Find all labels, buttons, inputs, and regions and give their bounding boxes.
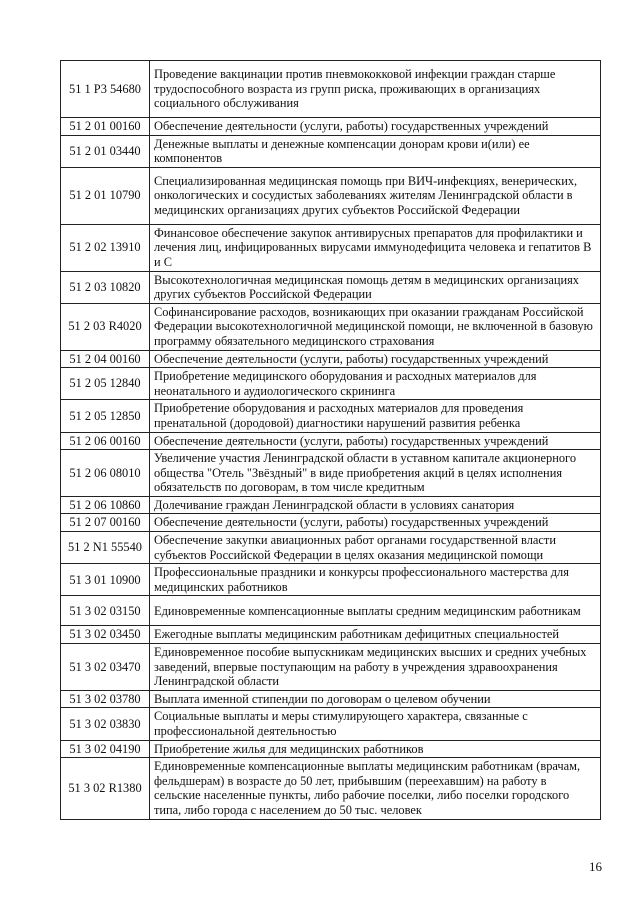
- table-body: [61, 61, 601, 820]
- description-cell: Приобретение оборудования и расходных материалов для проведения пренатальной (дородовой) диагностики нарушений развития ребенка: [150, 400, 601, 432]
- budget-code-cell: 51 2 01 10790: [61, 167, 150, 224]
- table-row: [61, 496, 601, 514]
- table-row: [61, 564, 601, 596]
- description-cell: Приобретение жилья для медицинских работников: [150, 740, 601, 758]
- description-cell: Высокотехнологичная медицинская помощь детям в медицинских организациях других субъектов Российской Федерации: [150, 271, 601, 303]
- budget-code-cell: 51 3 02 04190: [61, 740, 150, 758]
- description-cell: Обеспечение деятельности (услуги, работы) государственных учреждений: [150, 118, 601, 136]
- budget-code-cell: 51 2 03 R4020: [61, 303, 150, 350]
- table-row: [61, 514, 601, 532]
- budget-code-cell: 51 2 07 00160: [61, 514, 150, 532]
- table-row: [61, 758, 601, 819]
- budget-code-cell: 51 2 06 08010: [61, 450, 150, 497]
- budget-code-cell: 51 3 01 10900: [61, 564, 150, 596]
- description-cell: Профессиональные праздники и конкурсы профессионального мастерства для медицинских работников: [150, 564, 601, 596]
- description-cell: Обеспечение деятельности (услуги, работы) государственных учреждений: [150, 350, 601, 368]
- description-cell: Денежные выплаты и денежные компенсации донорам крови и(или) ее компонентов: [150, 135, 601, 167]
- budget-code-cell: 51 2 01 00160: [61, 118, 150, 136]
- table-row: [61, 61, 601, 118]
- budget-code-cell: 51 2 05 12840: [61, 368, 150, 400]
- table-row: [61, 118, 601, 136]
- description-cell: Проведение вакцинации против пневмококковой инфекции граждан старше трудоспособного возраста из групп риска, проживающих в организациях социального обслуживания: [150, 61, 601, 118]
- table-row: [61, 167, 601, 224]
- budget-code-cell: 51 3 02 03150: [61, 596, 150, 626]
- table-row: [61, 135, 601, 167]
- description-cell: Софинансирование расходов, возникающих при оказании гражданам Российской Федерации высокотехнологичной медицинской помощи, не включенной в базовую программу обязательного медицинского страхования: [150, 303, 601, 350]
- budget-code-cell: 51 2 06 10860: [61, 496, 150, 514]
- table-row: [61, 644, 601, 691]
- description-cell: Обеспечение деятельности (услуги, работы) государственных учреждений: [150, 432, 601, 450]
- table-row: [61, 224, 601, 271]
- description-cell: Обеспечение деятельности (услуги, работы) государственных учреждений: [150, 514, 601, 532]
- table-row: [61, 350, 601, 368]
- budget-code-cell: 51 2 04 00160: [61, 350, 150, 368]
- budget-code-cell: 51 3 02 R1380: [61, 758, 150, 819]
- budget-code-cell: 51 2 02 13910: [61, 224, 150, 271]
- table-row: [61, 432, 601, 450]
- budget-code-cell: 51 2 06 00160: [61, 432, 150, 450]
- table-row: [61, 690, 601, 708]
- description-cell: Выплата именной стипендии по договорам о целевом обучении: [150, 690, 601, 708]
- table-row: [61, 271, 601, 303]
- budget-code-cell: 51 1 Р3 54680: [61, 61, 150, 118]
- page-number: 16: [589, 859, 602, 874]
- table-row: [61, 626, 601, 644]
- budget-code-cell: 51 2 N1 55540: [61, 532, 150, 564]
- description-cell: Приобретение медицинского оборудования и расходных материалов для неонатального и аудиологического скрининга: [150, 368, 601, 400]
- budget-code-table: [60, 60, 601, 820]
- description-cell: Единовременные компенсационные выплаты средним медицинским работникам: [150, 596, 601, 626]
- description-cell: Увеличение участия Ленинградской области в уставном капитале акционерного общества "Отель "Звёздный" в виде приобретения акций в целях исполнения обязательств по договорам, в том числе кредитным: [150, 450, 601, 497]
- table-row: [61, 740, 601, 758]
- description-cell: Социальные выплаты и меры стимулирующего характера, связанные с профессиональной деятельностью: [150, 708, 601, 740]
- description-cell: Долечивание граждан Ленинградской области в условиях санатория: [150, 496, 601, 514]
- description-cell: Ежегодные выплаты медицинским работникам дефицитных специальностей: [150, 626, 601, 644]
- budget-code-cell: 51 2 03 10820: [61, 271, 150, 303]
- table-row: [61, 596, 601, 626]
- budget-code-cell: 51 2 05 12850: [61, 400, 150, 432]
- table-row: [61, 532, 601, 564]
- description-cell: Единовременное пособие выпускникам медицинских высших и средних учебных заведений, впервые поступающим на работу в учреждения здравоохранения Ленинградской области: [150, 644, 601, 691]
- table-row: [61, 708, 601, 740]
- budget-code-cell: 51 3 02 03830: [61, 708, 150, 740]
- description-cell: Специализированная медицинская помощь при ВИЧ-инфекциях, венерических, онкологических и сосудистых заболеваниях жителям Ленинградской области в медицинских организациях других субъектов Российской Федерации: [150, 167, 601, 224]
- budget-code-cell: 51 3 02 03450: [61, 626, 150, 644]
- description-cell: Обеспечение закупки авиационных работ органами государственной власти субъектов Российской Федерации в целях оказания медицинской помощи: [150, 532, 601, 564]
- description-cell: Единовременные компенсационные выплаты медицинским работникам (врачам, фельдшерам) в возрасте до 50 лет, прибывшим (переехавшим) на работу в сельские населенные пункты, либо рабочие поселки, либо поселки городского типа, либо города с населением до 50 тыс. человек: [150, 758, 601, 819]
- table-row: [61, 368, 601, 400]
- table-row: [61, 400, 601, 432]
- budget-code-cell: 51 2 01 03440: [61, 135, 150, 167]
- budget-code-cell: 51 3 02 03470: [61, 644, 150, 691]
- description-cell: Финансовое обеспечение закупок антивирусных препаратов для профилактики и лечения лиц, инфицированных вирусами иммунодефицита человека и гепатитов В и С: [150, 224, 601, 271]
- table-row: [61, 303, 601, 350]
- table-row: [61, 450, 601, 497]
- budget-code-cell: 51 3 02 03780: [61, 690, 150, 708]
